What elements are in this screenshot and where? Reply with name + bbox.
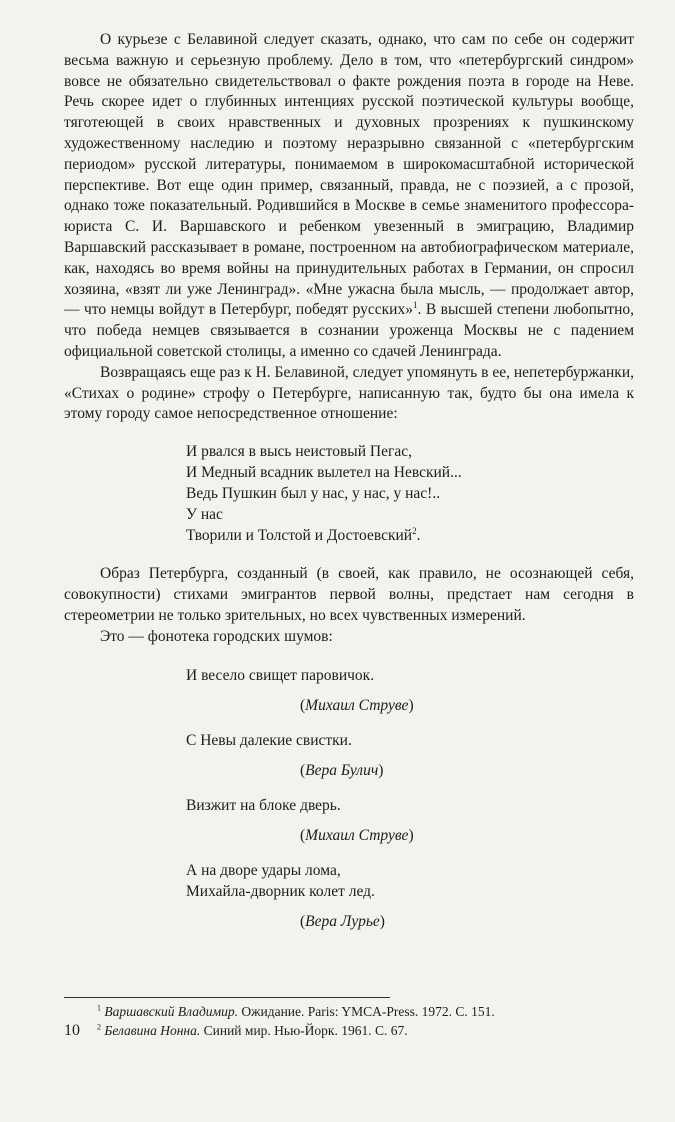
paragraph-1 bbox=[64, 30, 634, 363]
footnote-1 bbox=[97, 1002, 637, 1021]
quote-line: Визжит на блоке дверь. bbox=[186, 797, 341, 815]
quote-author: Михаил Струве bbox=[305, 827, 409, 845]
quote-line: И весело свищет паровичок. bbox=[186, 667, 375, 685]
quote-4 bbox=[64, 860, 634, 932]
footnote-divider bbox=[64, 997, 390, 998]
poem-line-last bbox=[186, 525, 634, 546]
quote-line: С Невы далекие свистки. bbox=[186, 732, 352, 750]
quote-author: Михаил Струве bbox=[305, 697, 409, 715]
poem-line-text: Творили и Толстой и Достоевский bbox=[186, 527, 413, 545]
poem-line: И Медный всадник вылетел на Невский... bbox=[186, 464, 462, 482]
poem-line: И рвался в высь неистовый Пегас, bbox=[186, 443, 412, 461]
footnote-ref-1: 1 bbox=[412, 300, 418, 311]
footnote-2 bbox=[97, 1021, 637, 1040]
quote-2 bbox=[64, 730, 634, 781]
quote-attribution: (Вера Лурье) bbox=[300, 913, 385, 931]
quote-author: Вера Лурье bbox=[305, 913, 380, 931]
footnotes bbox=[97, 1002, 637, 1040]
paragraph-4: Это — фонотека городских шумов: bbox=[100, 627, 333, 645]
page-number: 10 bbox=[64, 1022, 80, 1039]
footnote-author: Варшавский Владимир. bbox=[104, 1004, 239, 1019]
quote-attribution: (Михаил Струве) bbox=[300, 827, 414, 845]
quote-attribution: (Вера Булич) bbox=[300, 762, 384, 780]
footnote-text: Ожидание. Paris: YMCA-Press. 1972. С. 151. bbox=[238, 1004, 495, 1019]
poem-line: У нас bbox=[186, 506, 223, 524]
paragraph-1-text: О курьезе с Белавиной следует сказать, однако, что сам по себе он содержит весьма важную и серьезную проблему. Дело в том, что «петербургский синдром» вовсе не обязательно свидетельствовал о факте рождения поэта в городе на Неве. Речь скорее идет о глубинных интенциях русской поэтической культуры вообще, тяготеющей в своих нравственных и духовных прозрениях к пушкинскому художественному наследию и поэтому неразрывно связанной с «петербургским периодом» русской литературы, понимаемом в широкомасштабной исторической перспективе. Вот еще один пример, связанный, правда, не с поэзией, а с прозой, однако тоже показательный. Родившийся в Москве в семье знаменитого профессора-юриста С. И. Варшавского и ребенком увезенный в эмиграцию, Владимир Варшавский рассказывает в романе, построенном на автобиографическом материале, как, находясь во время войны на принудительных работах в Германии, он спросил хозяина, «взят ли уже Ленинград». «Мне ужасна была мысль, — продолжает автор, — что немцы войдут в Петербург, победят русских» bbox=[64, 31, 634, 319]
quote-author: Вера Булич bbox=[305, 762, 379, 780]
quote-1 bbox=[64, 665, 634, 716]
poem-end: . bbox=[416, 527, 421, 545]
quote-line: Михайла-дворник колет лед. bbox=[186, 883, 375, 901]
quote-3 bbox=[64, 795, 634, 846]
quote-attribution: (Михаил Струве) bbox=[300, 697, 414, 715]
footnote-ref-2: 2 bbox=[412, 525, 417, 536]
quote-line: А на дворе удары лома, bbox=[186, 862, 341, 880]
poem-block bbox=[186, 441, 634, 546]
footnote-number: 2 bbox=[97, 1022, 101, 1032]
footnote-author: Белавина Нонна. bbox=[104, 1023, 201, 1038]
footnote-text: Синий мир. Нью-Йорк. 1961. С. 67. bbox=[200, 1023, 408, 1038]
main-text bbox=[64, 30, 634, 946]
paragraph-1-end: . В высшей степени любопытно, что победа немцев связывается в сознании уроженца Москвы не с падением официальной советской столицы, а именно со сдачей Ленинграда. bbox=[64, 301, 634, 360]
poem-line: Ведь Пушкин был у нас, у нас, у нас!.. bbox=[186, 485, 441, 503]
paragraph-2: Возвращаясь еще раз к Н. Белавиной, следует упомянуть в ее, непетербуржанки, «Стихах о родине» строфу о Петербурге, написанную так, будто бы она имела к этому городу самое непосредственное отношение: bbox=[64, 363, 634, 423]
footnote-number: 1 bbox=[97, 1003, 101, 1013]
paragraph-3: Образ Петербурга, созданный (в своей, как правило, не осознающей себя, совокупности) стихами эмигрантов первой волны, предстает нам сегодня в стереометрии не только зрительных, но всех чувственных измерений. bbox=[64, 565, 634, 624]
